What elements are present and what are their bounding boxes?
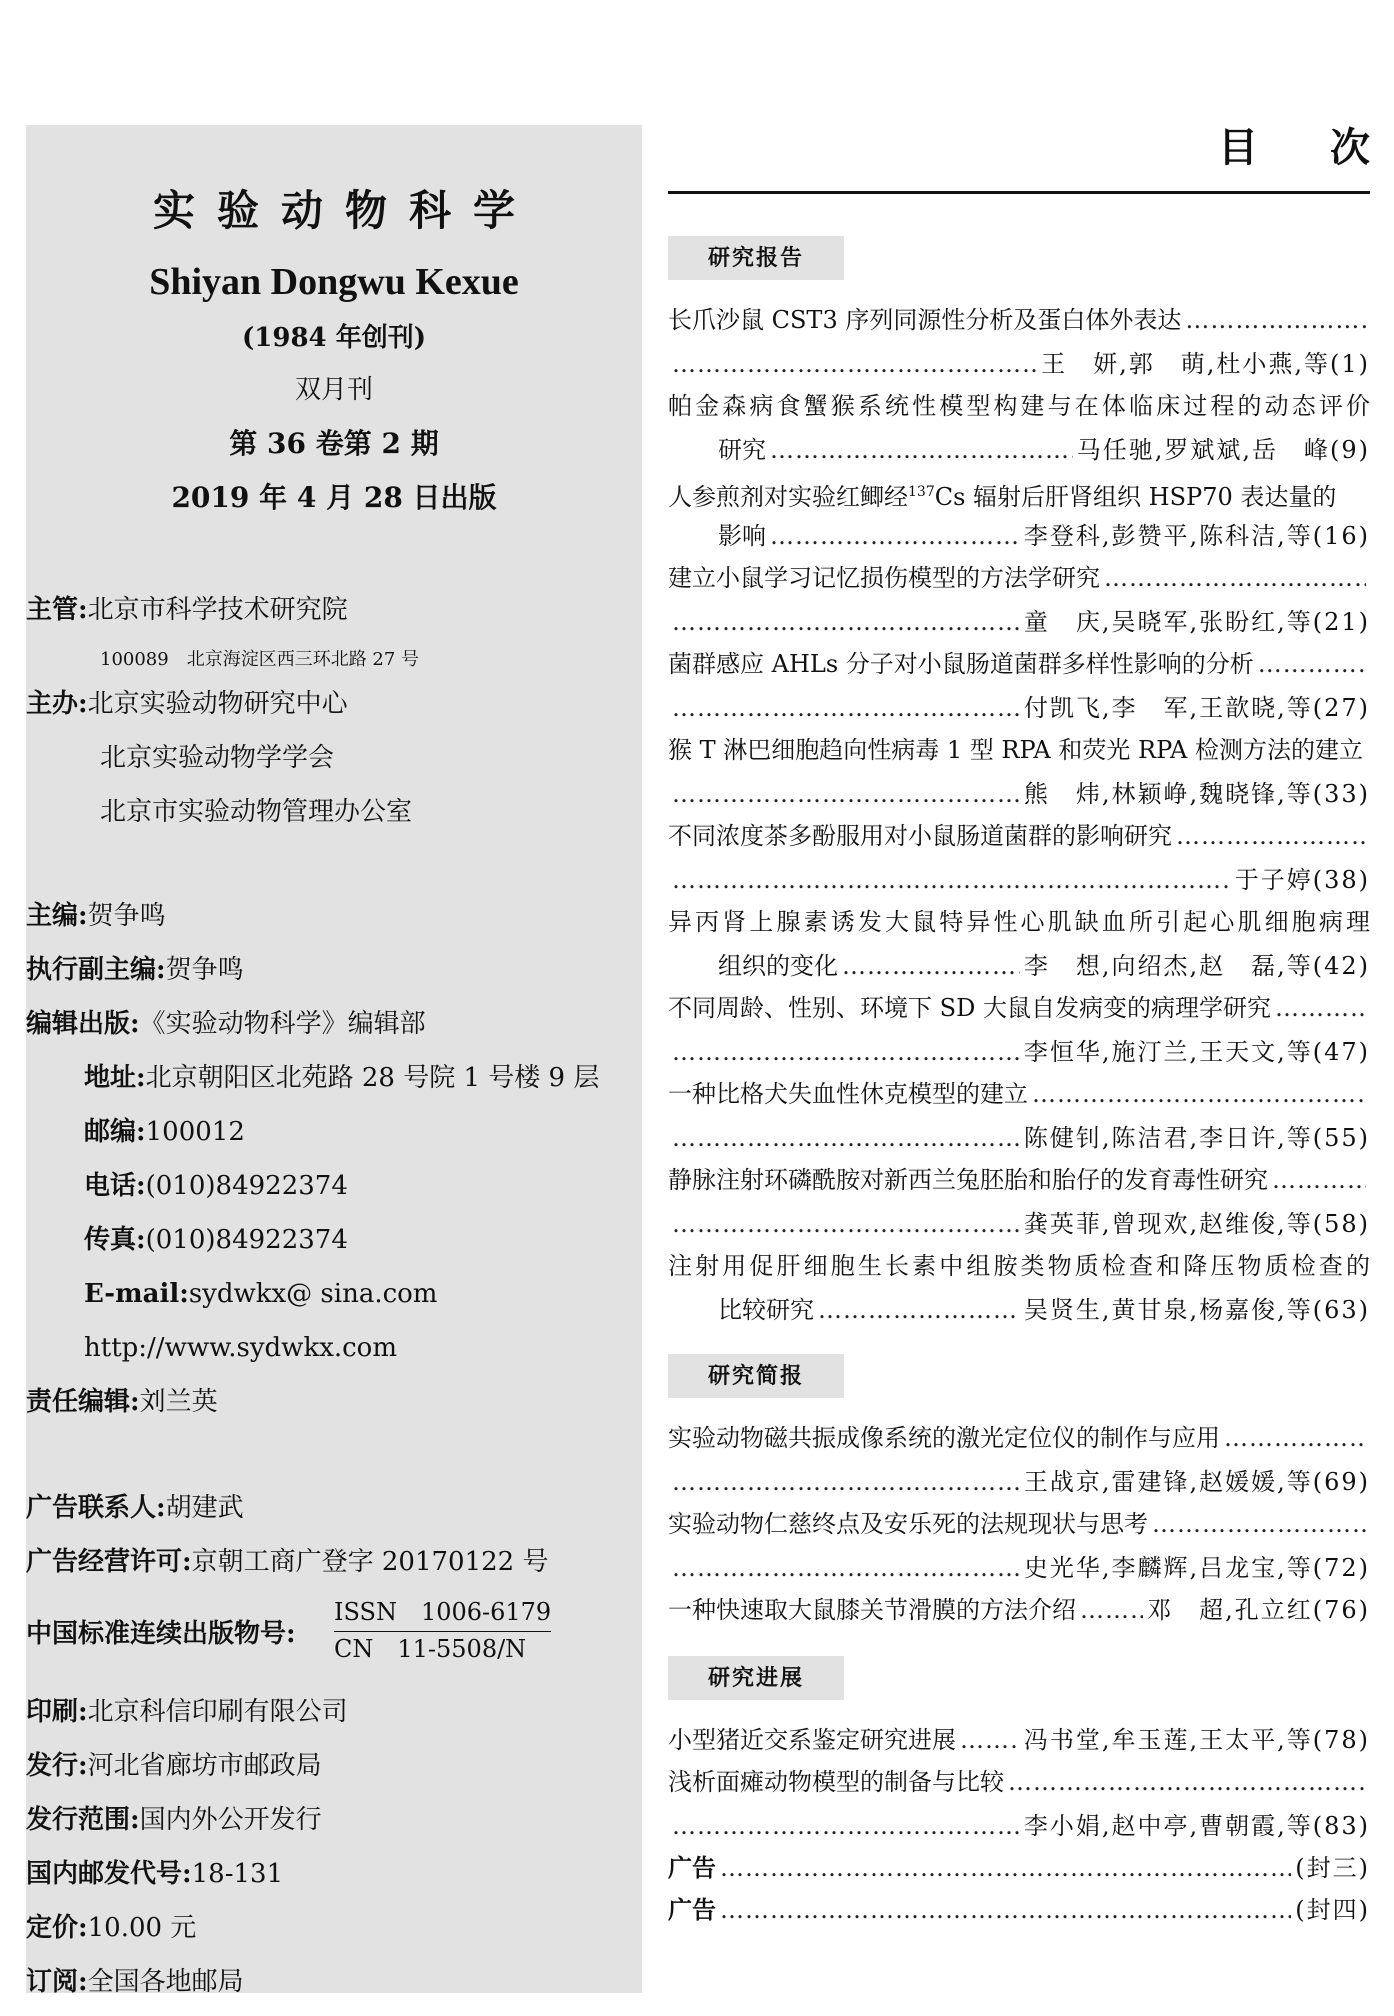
sponsor-label: 主办: xyxy=(26,689,88,719)
leader-dots xyxy=(770,434,1073,466)
toc-entry-title: 实验动物磁共振成像系统的激光定位仪的制作与应用 xyxy=(668,1424,1220,1452)
ad-license-label: 广告经营许可: xyxy=(26,1547,192,1577)
leader-dots xyxy=(1224,1422,1366,1454)
toc-entry-title: 研究 xyxy=(718,436,766,464)
section-research-reports: 研究报告 xyxy=(668,236,844,280)
publication-date: 2019 年 4 月 28 日出版 xyxy=(171,481,497,514)
publisher-label: 编辑出版: xyxy=(26,1009,140,1039)
distributor-line xyxy=(26,1749,322,1783)
toc-entry-authors: 吴贤生,黄甘泉,杨嘉俊,等(63) xyxy=(1023,1296,1370,1324)
toc-entry-6[interactable]: 猴 T 淋巴细胞趋向性病毒 1 型 RPA 和荧光 RPA 检测方法的建立 xyxy=(668,736,1364,764)
sponsor-line xyxy=(26,687,348,721)
toc-entry-title: 静脉注射环磷酰胺对新西兰兔胚胎和胎仔的发育毒性研究 xyxy=(668,1166,1268,1194)
toc-entry-5-line2 xyxy=(668,692,1370,724)
price-label: 定价: xyxy=(26,1913,88,1943)
toc-entry-title: 人参煎剂对实验红鲫经 xyxy=(668,483,908,511)
toc-entry-12[interactable]: 注射用促肝细胞生长素中组胺类物质检查和降压物质检查的 xyxy=(668,1252,1370,1280)
toc-entry-16[interactable] xyxy=(668,1724,1370,1756)
postcode-line xyxy=(84,1115,245,1149)
section-research-progress: 研究进展 xyxy=(668,1656,844,1700)
toc-entry-title-cont: Cs 辐射后肝肾组织 HSP70 表达量的 xyxy=(934,483,1337,511)
toc-entry-8[interactable]: 异丙肾上腺素诱发大鼠特异性心肌缺血所引起心肌细胞病理 xyxy=(668,908,1370,936)
address-label: 地址: xyxy=(84,1063,146,1093)
contents-heading-char-1: 目 xyxy=(1218,124,1258,171)
exec-deputy-editor-label: 执行副主编: xyxy=(26,955,166,985)
toc-entry-title: 建立小鼠学习记忆损伤模型的方法学研究 xyxy=(668,564,1100,592)
subscription-line xyxy=(26,1965,244,1999)
price-line xyxy=(26,1911,196,1945)
ad-contact-label: 广告联系人: xyxy=(26,1493,166,1523)
supervisor-address: 100089 北京海淀区西三环北路 27 号 xyxy=(100,649,420,670)
cn-value: CN 11-5508/N xyxy=(334,1635,527,1663)
toc-entry-8-line2 xyxy=(718,950,1370,982)
toc-entry-1-line2 xyxy=(668,348,1370,380)
toc-entry-10-line2 xyxy=(668,1122,1370,1154)
toc-entry-15[interactable] xyxy=(668,1594,1370,1626)
leader-dots xyxy=(720,1894,1291,1926)
postcode-value: 100012 xyxy=(145,1117,245,1147)
toc-entry-ad-1[interactable] xyxy=(668,1852,1370,1884)
phone-line xyxy=(84,1169,348,1203)
toc-entry-page: (封三) xyxy=(1295,1854,1370,1882)
toc-entry-authors: 李恒华,施汀兰,王天文,等(47) xyxy=(1023,1038,1370,1066)
toc-entry-title: 比较研究 xyxy=(718,1296,814,1324)
phone-label: 电话: xyxy=(84,1171,146,1201)
toc-entry-authors: 王 妍,郭 萌,杜小燕,等(1) xyxy=(1041,350,1370,378)
website-link[interactable]: http://www.sydwkx.com xyxy=(84,1333,397,1363)
toc-entry-14-line2 xyxy=(668,1552,1370,1584)
email-line xyxy=(84,1277,437,1311)
journal-info-panel xyxy=(26,125,642,1997)
leader-dots xyxy=(1258,648,1366,680)
printer-line xyxy=(26,1695,348,1729)
sponsor-3: 北京市实验动物管理办公室 xyxy=(100,797,413,827)
sponsor-value: 北京实验动物研究中心 xyxy=(87,689,348,719)
toc-entry-17[interactable] xyxy=(668,1766,1370,1798)
leader-dots xyxy=(842,950,1020,982)
leader-dots xyxy=(1008,1766,1366,1798)
toc-entry-authors: 李小娟,赵中亭,曹朝霞,等(83) xyxy=(1023,1812,1370,1840)
distributor-value: 河北省廊坊市邮政局 xyxy=(87,1751,322,1781)
toc-entry-authors: 李登科,彭赞平,陈科洁,等(16) xyxy=(1023,522,1370,550)
leader-dots xyxy=(672,1036,1020,1068)
leader-dots xyxy=(1080,1594,1143,1626)
exec-deputy-editor-line xyxy=(26,953,244,987)
leader-dots xyxy=(770,520,1020,552)
postal-code-line xyxy=(26,1857,283,1891)
printer-label: 印刷: xyxy=(26,1697,88,1727)
toc-entry-7[interactable] xyxy=(668,820,1370,852)
toc-entry-6-line2 xyxy=(668,778,1370,810)
ad-license-value: 京朝工商广登字 20170122 号 xyxy=(191,1547,549,1577)
leader-dots xyxy=(1272,1164,1366,1196)
toc-entry-title: 组织的变化 xyxy=(718,952,838,980)
editor-in-chief-value: 贺争鸣 xyxy=(87,901,166,931)
leader-dots xyxy=(1032,1078,1366,1110)
toc-entry-title: 广告 xyxy=(668,1895,716,1924)
postal-code-value: 18-131 xyxy=(191,1859,284,1889)
toc-entry-13[interactable] xyxy=(668,1422,1370,1454)
editor-in-chief-line xyxy=(26,899,166,933)
ad-contact-line xyxy=(26,1491,244,1525)
leader-dots xyxy=(672,1208,1020,1240)
leader-dots xyxy=(720,1852,1291,1884)
toc-entry-authors: 于子婷(38) xyxy=(1234,866,1370,894)
leader-dots xyxy=(672,692,1020,724)
superscript: 137 xyxy=(908,484,935,500)
leader-dots xyxy=(672,864,1231,896)
toc-entry-9-line2 xyxy=(668,1036,1370,1068)
section-brief-reports: 研究简报 xyxy=(668,1354,844,1398)
publisher-value: 《实验动物科学》编辑部 xyxy=(139,1009,426,1039)
toc-entry-2[interactable]: 帕金森病食蟹猴系统性模型构建与在体临床过程的动态评价 xyxy=(668,392,1370,420)
serial-number-box xyxy=(334,1595,551,1666)
leader-dots xyxy=(672,606,1020,638)
supervisor-label: 主管: xyxy=(26,595,88,625)
price-value: 10.00 元 xyxy=(87,1913,197,1943)
email-value[interactable]: sydwkx@ sina.com xyxy=(188,1279,438,1309)
editor-in-chief-label: 主编: xyxy=(26,901,88,931)
toc-entry-3-line2 xyxy=(718,520,1370,552)
subscription-value: 全国各地邮局 xyxy=(87,1967,244,1997)
distribution-scope-line xyxy=(26,1803,322,1837)
toc-entry-title: 小型猪近交系鉴定研究进展 xyxy=(668,1726,956,1754)
phone-value: (010)84922374 xyxy=(145,1171,348,1201)
leader-dots xyxy=(1176,820,1366,852)
toc-entry-11[interactable] xyxy=(668,1164,1370,1196)
leader-dots xyxy=(1275,992,1366,1024)
toc-entry-authors: 龚英菲,曾现欢,赵维俊,等(58) xyxy=(1023,1210,1370,1238)
issn-value: ISSN 1006-6179 xyxy=(334,1595,551,1632)
toc-entry-authors: 陈健钊,陈洁君,李日许,等(55) xyxy=(1023,1124,1370,1152)
ad-license-line xyxy=(26,1545,548,1579)
toc-entry-4-line2 xyxy=(668,606,1370,638)
fax-line xyxy=(84,1223,348,1257)
printer-value: 北京科信印刷有限公司 xyxy=(87,1697,348,1727)
founded-year: (1984 年创刊) xyxy=(241,323,427,353)
postal-code-label: 国内邮发代号: xyxy=(26,1859,192,1889)
contents-heading-char-2: 次 xyxy=(1330,124,1370,171)
toc-entry-authors: 冯书堂,牟玉莲,王太平,等(78) xyxy=(1023,1726,1370,1754)
toc-entry-title: 菌群感应 AHLs 分子对小鼠肠道菌群多样性影响的分析 xyxy=(668,650,1254,678)
toc-entry-title: 实验动物仁慈终点及安乐死的法规现状与思考 xyxy=(668,1510,1148,1538)
leader-dots xyxy=(672,1810,1020,1842)
journal-title-en: Shiyan Dongwu Kexue xyxy=(149,261,519,303)
toc-entry-title: 不同周龄、性别、环境下 SD 大鼠自发病变的病理学研究 xyxy=(668,994,1271,1022)
toc-entry-10[interactable] xyxy=(668,1078,1370,1110)
leader-dots xyxy=(672,348,1037,380)
contents-heading xyxy=(1218,124,1370,172)
address-value: 北京朝阳区北苑路 28 号院 1 号楼 9 层 xyxy=(145,1063,600,1093)
toc-entry-authors: 付凯飞,李 军,王歆晓,等(27) xyxy=(1023,694,1370,722)
supervisor-value: 北京市科学技术研究院 xyxy=(87,595,348,625)
supervisor-line xyxy=(26,593,348,627)
toc-entry-1[interactable] xyxy=(668,304,1370,336)
serial-number-label: 中国标准连续出版物号: xyxy=(26,1619,296,1649)
leader-dots xyxy=(1185,304,1366,336)
distributor-label: 发行: xyxy=(26,1751,88,1781)
ad-contact-value: 胡建武 xyxy=(165,1493,244,1523)
postcode-label: 邮编: xyxy=(84,1117,146,1147)
toc-entry-3[interactable] xyxy=(668,476,1370,513)
toc-entry-4[interactable] xyxy=(668,562,1370,594)
responsible-editor-label: 责任编辑: xyxy=(26,1387,140,1417)
sponsor-2: 北京实验动物学学会 xyxy=(100,743,335,773)
toc-entry-authors: 邓 超,孔立红(76) xyxy=(1147,1596,1370,1624)
toc-entry-13-line2 xyxy=(668,1466,1370,1498)
toc-entry-page: (封四) xyxy=(1295,1896,1370,1924)
exec-deputy-editor-value: 贺争鸣 xyxy=(165,955,244,985)
responsible-editor-line xyxy=(26,1385,218,1419)
fax-label: 传真: xyxy=(84,1225,146,1255)
responsible-editor-value: 刘兰英 xyxy=(139,1387,218,1417)
leader-dots xyxy=(672,778,1020,810)
toc-entry-7-line2 xyxy=(668,864,1370,896)
toc-entry-17-line2 xyxy=(668,1810,1370,1842)
heading-rule xyxy=(668,191,1370,194)
leader-dots xyxy=(818,1294,1020,1326)
toc-entry-title: 影响 xyxy=(718,522,766,550)
email-label: E-mail: xyxy=(84,1279,189,1309)
toc-entry-14[interactable] xyxy=(668,1508,1370,1540)
address-line xyxy=(84,1061,599,1095)
publisher-line xyxy=(26,1007,426,1041)
toc-entry-title: 一种比格犬失血性休克模型的建立 xyxy=(668,1080,1028,1108)
toc-entry-12-line2 xyxy=(718,1294,1370,1326)
toc-entry-11-line2 xyxy=(668,1208,1370,1240)
toc-entry-authors: 李 想,向绍杰,赵 磊,等(42) xyxy=(1023,952,1370,980)
distribution-scope-label: 发行范围: xyxy=(26,1805,140,1835)
toc-entry-title: 长爪沙鼠 CST3 序列同源性分析及蛋白体外表达 xyxy=(668,306,1182,334)
toc-entry-title: 一种快速取大鼠膝关节滑膜的方法介绍 xyxy=(668,1596,1076,1624)
distribution-scope-value: 国内外公开发行 xyxy=(139,1805,322,1835)
leader-dots xyxy=(672,1466,1020,1498)
toc-entry-authors: 王战京,雷建锋,赵媛媛,等(69) xyxy=(1023,1468,1370,1496)
subscription-label: 订阅: xyxy=(26,1967,88,1997)
fax-value: (010)84922374 xyxy=(145,1225,348,1255)
toc-entry-title: 广告 xyxy=(668,1853,716,1882)
frequency: 双月刊 xyxy=(294,375,373,405)
leader-dots xyxy=(1152,1508,1366,1540)
toc-entry-authors: 马任驰,罗斌斌,岳 峰(9) xyxy=(1076,436,1370,464)
toc-entry-title: 浅析面瘫动物模型的制备与比较 xyxy=(668,1768,1004,1796)
toc-entry-authors: 童 庆,吴晓军,张盼红,等(21) xyxy=(1023,608,1370,636)
toc-entry-ad-2[interactable] xyxy=(668,1894,1370,1926)
toc-entry-title: 不同浓度茶多酚服用对小鼠肠道菌群的影响研究 xyxy=(668,822,1172,850)
toc-entry-9[interactable] xyxy=(668,992,1370,1024)
toc-entry-authors: 史光华,李麟辉,吕龙宝,等(72) xyxy=(1023,1554,1370,1582)
leader-dots xyxy=(672,1122,1020,1154)
leader-dots xyxy=(1104,562,1366,594)
leader-dots xyxy=(960,1724,1020,1756)
toc-entry-authors: 熊 炜,林颖峥,魏晓锋,等(33) xyxy=(1023,780,1370,808)
leader-dots xyxy=(672,1552,1020,1584)
volume-issue: 第 36 卷第 2 期 xyxy=(229,427,439,460)
toc-entry-2-line2 xyxy=(718,434,1370,466)
journal-title-cn: 实验动物科学 xyxy=(152,186,537,235)
toc-entry-5[interactable] xyxy=(668,648,1370,680)
